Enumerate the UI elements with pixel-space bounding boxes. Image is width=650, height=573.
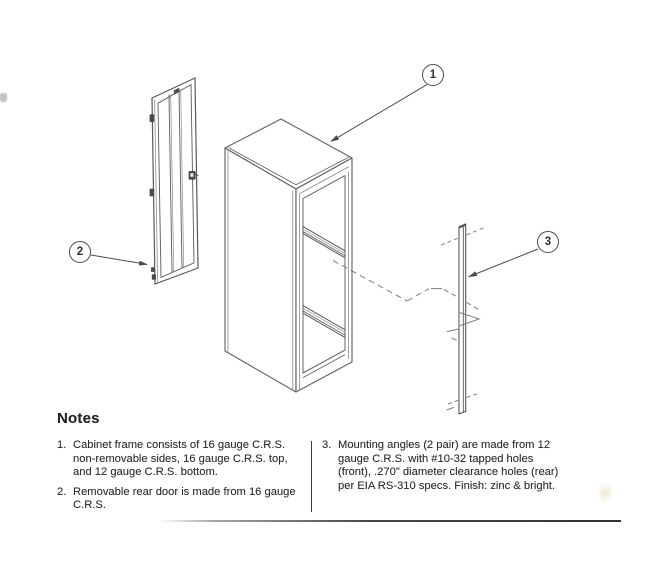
note-2-line: Removable rear door is made from 16 gauge [73, 485, 296, 498]
cabinet-frame [225, 119, 352, 392]
notes-right-column [322, 439, 578, 499]
balloon-1 [422, 64, 444, 86]
balloon-2-label: 2 [76, 246, 84, 258]
note-3-line: Mounting angles (2 pair) are made from 12 [338, 439, 551, 451]
note-2-line: C.R.S. [73, 499, 106, 511]
mounting-angle [459, 223, 467, 414]
scan-smudge-artifact [596, 482, 614, 504]
leader-line-2 [91, 255, 147, 264]
note-1-line: and 12 gauge C.R.S. bottom. [73, 466, 218, 478]
notes-column-divider [311, 441, 312, 512]
note-3-line: per EIA RS-310 specs. Finish: zinc & bright. [338, 479, 556, 492]
leader-line-1 [331, 85, 427, 142]
balloon-2 [69, 241, 91, 263]
note-1 [57, 439, 313, 480]
notes-left-column [57, 439, 313, 519]
notes-heading: Notes [57, 410, 100, 427]
balloon-1-label: 1 [429, 69, 437, 81]
scan-edge-mark-artifact [0, 93, 7, 102]
note-3-number: 3. [322, 439, 332, 451]
note-1-line: Cabinet frame consists of 16 gauge C.R.S. [73, 439, 286, 451]
balloon-3 [537, 231, 559, 253]
note-2 [57, 486, 313, 513]
note-3 [322, 439, 578, 493]
mounting-angle-top-cap [459, 223, 467, 229]
note-3-line: (front), .270" diameter clearance holes (rear) [338, 466, 559, 478]
scan-baseline-artifact [158, 520, 621, 522]
leader-line-3 [469, 249, 538, 277]
note-2-number: 2. [57, 485, 67, 498]
rear-door [150, 78, 198, 284]
note-3-line: gauge C.R.S. with #10-32 tapped holes [338, 452, 534, 465]
note-1-number: 1. [57, 439, 67, 451]
note-1-line: non-removable sides, 16 gauge C.R.S. top, [73, 452, 288, 465]
balloon-3-label: 3 [544, 236, 552, 248]
